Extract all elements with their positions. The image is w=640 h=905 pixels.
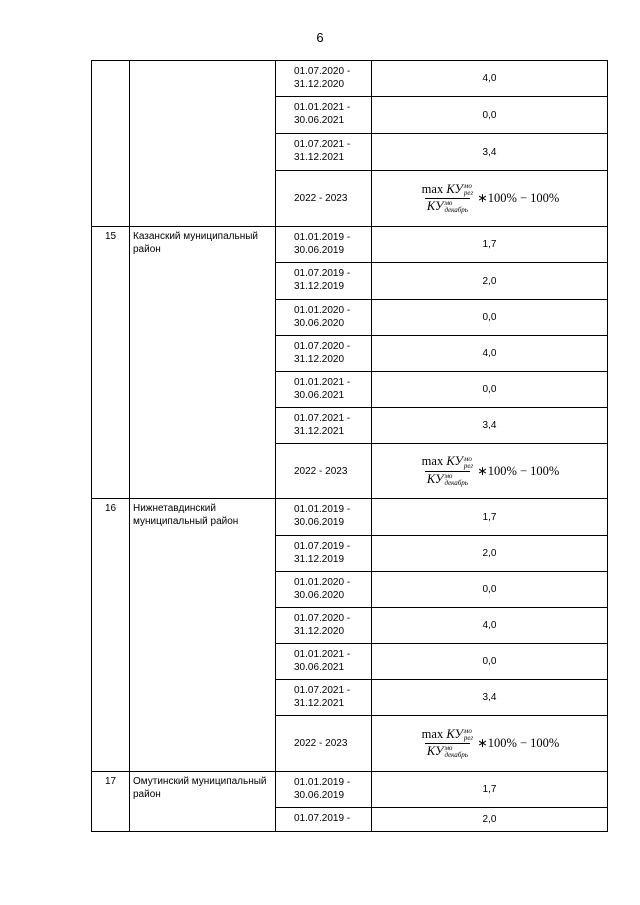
period-cell xyxy=(276,716,372,772)
page-number: 6 xyxy=(316,30,324,45)
formula-max: max xyxy=(421,726,447,741)
value-cell: 0,0 xyxy=(372,572,608,608)
formula-fraction xyxy=(420,728,476,759)
formula-cell xyxy=(372,444,608,499)
value-cell: 3,4 xyxy=(372,408,608,444)
period-text: 01.07.2019 - 31.12.2019 xyxy=(294,268,351,292)
formula-var: КУ xyxy=(446,726,463,741)
table-row xyxy=(92,61,608,97)
formula-cell xyxy=(372,171,608,227)
value-cell: 0,0 xyxy=(372,644,608,680)
period-cell xyxy=(276,61,372,97)
district-number-cell xyxy=(92,499,130,772)
formula-sup: мо xyxy=(444,471,453,480)
district-name: Омутинский муниципальный район xyxy=(133,776,267,800)
value-cell: 2,0 xyxy=(372,263,608,300)
period-text: 2022 - 2023 xyxy=(294,738,348,749)
formula-indices xyxy=(464,183,473,197)
value-cell: 0,0 xyxy=(372,97,608,134)
period-cell xyxy=(276,134,372,171)
period-cell xyxy=(276,680,372,716)
period-text: 01.07.2021 - 31.12.2021 xyxy=(294,139,351,163)
formula-max: max xyxy=(421,454,447,469)
period-cell xyxy=(276,372,372,408)
period-cell xyxy=(276,408,372,444)
formula-sup: мо xyxy=(463,454,472,463)
value-cell: 0,0 xyxy=(372,300,608,336)
period-text: 01.01.2019 - 30.06.2019 xyxy=(294,232,351,256)
formula-fraction xyxy=(420,455,476,486)
value-cell: 0,0 xyxy=(372,372,608,408)
formula-sub: декабрь xyxy=(444,206,468,215)
table-row xyxy=(92,772,608,808)
formula-tail: ∗100% − 100% xyxy=(477,736,560,750)
value-cell: 3,4 xyxy=(372,680,608,716)
period-cell xyxy=(276,644,372,680)
formula-sup: мо xyxy=(444,744,453,753)
period-cell xyxy=(276,444,372,499)
period-text: 01.01.2020 - 30.06.2020 xyxy=(294,305,351,329)
formula-denominator xyxy=(425,198,470,214)
district-name-cell xyxy=(130,499,276,772)
period-text: 01.01.2021 - 30.06.2021 xyxy=(294,649,351,673)
district-name-cell xyxy=(130,227,276,499)
period-text: 01.07.2020 - 31.12.2020 xyxy=(294,613,351,637)
period-cell xyxy=(276,499,372,536)
formula-sub: рег xyxy=(463,734,474,742)
formula-sub: декабрь xyxy=(444,478,468,487)
formula-fraction xyxy=(420,183,476,214)
period-text: 01.07.2019 - 31.12.2019 xyxy=(294,541,351,565)
district-number-cell xyxy=(92,772,130,832)
period-text: 01.01.2021 - 30.06.2021 xyxy=(294,377,351,401)
district-name-cell xyxy=(130,772,276,832)
period-text: 01.01.2019 - 30.06.2019 xyxy=(294,504,351,528)
period-cell xyxy=(276,336,372,372)
period-cell xyxy=(276,572,372,608)
period-cell xyxy=(276,263,372,300)
formula-var: КУ xyxy=(426,199,444,213)
value-cell: 4,0 xyxy=(372,61,608,97)
formula-indices xyxy=(464,456,473,470)
period-cell xyxy=(276,97,372,134)
table-body xyxy=(92,61,608,832)
formula-max: max xyxy=(421,181,447,196)
data-table xyxy=(91,60,608,832)
value-cell: 2,0 xyxy=(372,536,608,572)
district-number-cell xyxy=(92,61,130,227)
formula-cell xyxy=(372,716,608,772)
value-cell: 1,7 xyxy=(372,499,608,536)
formula-var: КУ xyxy=(446,454,463,469)
formula-numerator xyxy=(420,728,476,743)
period-text: 01.07.2020 - 31.12.2020 xyxy=(294,66,351,90)
formula-sup: мо xyxy=(463,182,472,190)
formula-var: КУ xyxy=(426,744,444,758)
district-name: Казанский муниципальный район xyxy=(133,231,258,255)
formula-sub: декабрь xyxy=(444,751,468,760)
period-cell xyxy=(276,608,372,644)
formula xyxy=(372,183,607,214)
formula-sup: мо xyxy=(444,199,453,208)
table-row xyxy=(92,499,608,536)
formula-tail: ∗100% − 100% xyxy=(477,191,560,205)
value-cell: 4,0 xyxy=(372,608,608,644)
period-cell xyxy=(276,536,372,572)
district-number-cell xyxy=(92,227,130,499)
value-cell: 4,0 xyxy=(372,336,608,372)
district-name: Нижнетавдинский муниципальный район xyxy=(133,503,239,527)
period-text: 2022 - 2023 xyxy=(294,465,348,477)
period-text: 01.07.2021 - 31.12.2021 xyxy=(294,685,351,709)
period-text: 01.01.2020 - 30.06.2020 xyxy=(294,577,351,601)
period-text: 2022 - 2023 xyxy=(294,193,348,204)
formula-sub: рег xyxy=(463,189,474,197)
district-number xyxy=(92,61,129,64)
period-text: 01.07.2020 - 31.12.2020 xyxy=(294,341,351,365)
district-name xyxy=(130,61,275,64)
period-text: 01.07.2019 - xyxy=(294,813,351,824)
value-cell: 2,0 xyxy=(372,808,608,832)
formula-sub: рег xyxy=(463,461,474,470)
table-row xyxy=(92,227,608,263)
value-cell: 1,7 xyxy=(372,227,608,263)
value-cell: 1,7 xyxy=(372,772,608,808)
formula xyxy=(372,728,607,759)
period-text: 01.01.2021 - 30.06.2021 xyxy=(294,102,351,126)
value-cell: 3,4 xyxy=(372,134,608,171)
formula-numerator xyxy=(420,455,476,470)
formula-indices xyxy=(444,200,468,214)
formula-var: КУ xyxy=(426,471,444,486)
formula-indices xyxy=(444,473,468,487)
period-text: 01.07.2021 - 31.12.2021 xyxy=(294,413,351,437)
district-name-cell xyxy=(130,61,276,227)
period-text: 01.01.2019 - 30.06.2019 xyxy=(294,777,351,801)
formula-var: КУ xyxy=(446,181,463,196)
formula-denominator xyxy=(425,743,470,759)
formula-sup: мо xyxy=(463,727,472,735)
district-number: 17 xyxy=(104,776,117,787)
period-cell xyxy=(276,227,372,263)
period-cell xyxy=(276,808,372,832)
formula-denominator xyxy=(425,471,470,487)
formula-indices xyxy=(464,728,473,742)
period-cell xyxy=(276,171,372,227)
formula xyxy=(372,455,607,486)
formula-indices xyxy=(444,745,468,759)
formula-numerator xyxy=(420,183,476,198)
district-number: 15 xyxy=(104,231,117,242)
period-cell xyxy=(276,300,372,336)
district-number: 16 xyxy=(104,503,117,514)
period-cell xyxy=(276,772,372,808)
formula-tail: ∗100% − 100% xyxy=(477,463,560,478)
